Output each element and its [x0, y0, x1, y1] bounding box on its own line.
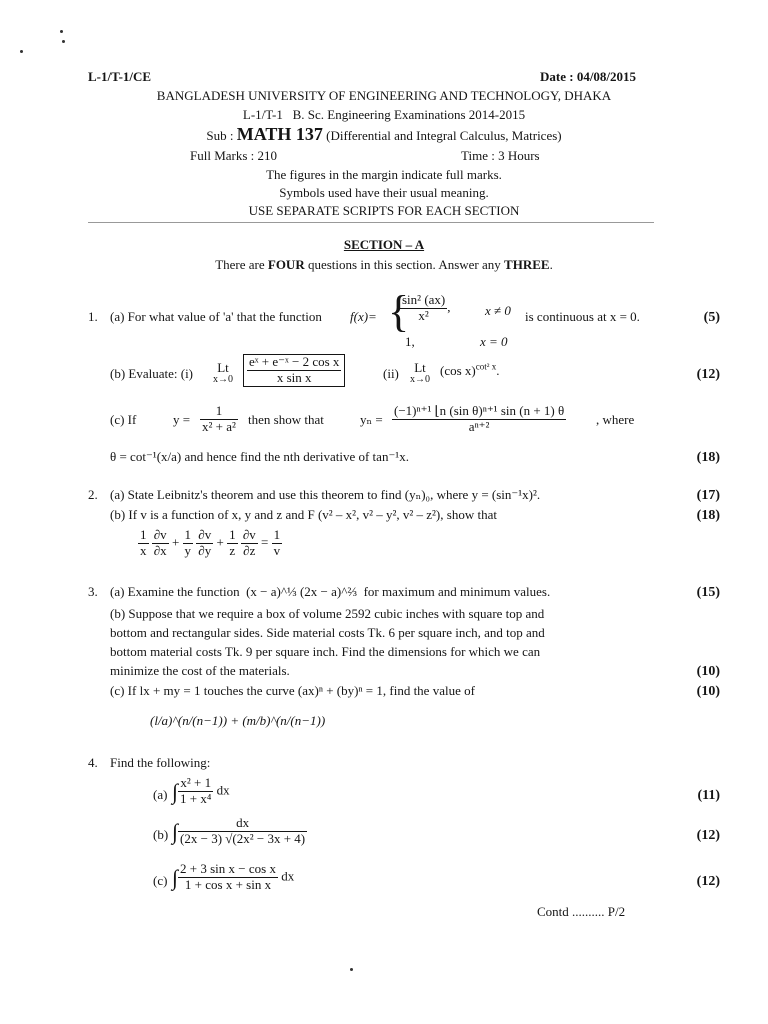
q2b-equation: [138, 528, 282, 559]
q3-number: 3.: [88, 584, 98, 599]
continued-note: Contd .......... P/2: [537, 904, 626, 919]
exam-level: L-1/T-1: [242, 107, 283, 122]
limit-label: Lt: [414, 360, 426, 375]
q4a-marks: (11): [697, 788, 720, 803]
q1b-ii-label: (ii): [383, 366, 399, 381]
university-name: BANGLADESH UNIVERSITY OF ENGINEERING AND TECHNOLOGY, DHAKA: [156, 88, 612, 103]
exponent: cot² x: [475, 361, 497, 372]
q3b-line3: bottom material costs Tk. 9 per square inch. Find the dimensions for which we can: [110, 644, 541, 659]
q3c-marks: (10): [696, 684, 720, 699]
q1-number: 1.: [88, 309, 98, 324]
q3c-text: (c) If lx + my = 1 touches the curve (ax)ⁿ + (by)ⁿ = 1, find the value of: [110, 683, 475, 698]
fraction-numerator: eˣ + e⁻ˣ − 2 cos x: [249, 354, 340, 369]
base-expression: (cos x): [440, 363, 476, 378]
q3a-expression: (x − a)^⅓ (2x − a)^⅔: [246, 584, 358, 599]
fraction-numerator: 2 + 3 sin x − cos x: [180, 861, 276, 876]
paper-code: L-1/T-1/CE: [88, 69, 152, 84]
q1c-y: y =: [173, 412, 191, 427]
q1a-case2: 1,: [405, 334, 415, 349]
q3b-marks: (10): [696, 664, 720, 679]
q1b-ii-expr: [440, 361, 500, 379]
scan-speck: [62, 40, 65, 43]
fraction-numerator: ∂v: [198, 527, 212, 542]
instr-text: .: [549, 257, 553, 272]
q1c-marks: (18): [696, 450, 720, 465]
q1b-text: (b) Evaluate: (i): [110, 366, 194, 381]
q3a-text: [110, 585, 550, 600]
q3b-line4: minimize the cost of the materials.: [110, 663, 290, 678]
q1c-if: (c) If: [110, 412, 137, 427]
q2a-text: (a) State Leibnitz's theorem and use this theorem to find (yₙ)₀, where y = (sin⁻¹x)².: [110, 487, 541, 502]
scan-speck: [60, 30, 63, 33]
header-divider: [88, 222, 654, 223]
instr-text: There are: [215, 257, 268, 272]
exam-date: Date : 04/08/2015: [540, 69, 637, 84]
instr-count: FOUR: [267, 257, 305, 272]
fraction-numerator: 1: [273, 527, 281, 542]
q2b-marks: (18): [696, 508, 720, 523]
q1a-brace: {: [388, 287, 410, 336]
full-marks: Full Marks : 210: [190, 148, 278, 163]
q1a-function: f(x)=: [350, 309, 377, 324]
q3b-line1: (b) Suppose that we require a box of volume 2592 cubic inches with square top and: [110, 606, 545, 621]
dx: dx: [281, 868, 295, 884]
fraction-denominator: x: [140, 542, 147, 558]
fraction-denominator: x² + a²: [202, 418, 236, 434]
fraction-numerator: ∂v: [242, 527, 256, 542]
q1a-case2-condition: x = 0: [480, 334, 508, 349]
q1b-limit: [213, 361, 233, 385]
dx: dx: [216, 782, 230, 798]
fraction-numerator: x² + 1: [178, 776, 213, 792]
q3b-line2: bottom and rectangular sides. Side material costs Tk. 6 per square inch, and top and: [110, 625, 545, 640]
integral-sign: ∫: [172, 864, 179, 890]
note-marks: The figures in the margin indicate full marks.: [266, 167, 502, 182]
fraction-denominator: x²: [418, 307, 429, 323]
fraction-numerator: sin² (ax): [402, 292, 446, 307]
fraction-numerator: 1: [184, 527, 192, 542]
fraction-denominator: v: [273, 542, 281, 558]
q4c-marks: (12): [696, 874, 720, 889]
q1c-where: , where: [596, 412, 635, 427]
limit-label: Lt: [217, 360, 229, 375]
fraction-denominator: aⁿ⁺²: [468, 418, 490, 434]
q1a-marks: (5): [703, 310, 720, 325]
q1b-ii-limit: [410, 361, 430, 385]
limit-subscript: x→0: [410, 373, 430, 385]
equals-sign: =: [261, 534, 269, 550]
scan-speck: [20, 50, 23, 53]
q4-intro: Find the following:: [110, 755, 211, 770]
q1a-tail: is continuous at x = 0.: [525, 309, 640, 324]
q3a-marks: (15): [696, 585, 720, 600]
fraction-numerator: 1: [140, 527, 147, 542]
integral-sign: ∫: [172, 778, 179, 804]
q4c-label: (c): [153, 873, 168, 888]
q1c-then: then show that: [248, 412, 324, 427]
q1a-text: (a) For what value of 'a' that the function: [110, 309, 322, 324]
q4b-integral: [172, 816, 307, 847]
scan-speck: [350, 968, 353, 971]
q1c-yn: yₙ =: [360, 412, 383, 427]
course-title: (Differential and Integral Calculus, Matrices): [326, 128, 562, 143]
exam-line: [0, 107, 768, 123]
fraction-denominator: ∂x: [153, 542, 167, 558]
exam-name: B. Sc. Engineering Examinations 2014-2015: [292, 107, 526, 122]
fraction-denominator: x sin x: [276, 369, 312, 385]
q4c-integral: [172, 862, 294, 893]
q4a-label: (a): [153, 787, 168, 802]
plus-sign: +: [216, 534, 224, 550]
fraction-numerator: (−1)ⁿ⁺¹ ⌊n (sin θ)ⁿ⁺¹ sin (n + 1) θ: [394, 403, 565, 418]
q2-number: 2.: [88, 487, 98, 502]
fraction-denominator: ∂y: [198, 542, 212, 558]
q1b-marks: (12): [696, 367, 720, 382]
fraction-numerator: dx: [178, 816, 307, 832]
q1b-bracket: [243, 354, 345, 387]
q1c-fraction: [200, 404, 238, 435]
fraction-denominator: ∂z: [243, 542, 256, 558]
plus-sign: +: [171, 534, 180, 550]
fraction-denominator: y: [184, 542, 192, 558]
fraction-numerator: 1: [200, 404, 238, 420]
subject-prefix: Sub :: [206, 128, 234, 143]
fraction-denominator: 1 + x⁴: [180, 790, 212, 806]
q1a-fraction: [400, 293, 447, 324]
q1a-case1-condition: x ≠ 0: [485, 303, 511, 318]
fraction-denominator: (2x − 3) √(2x² − 3x + 4): [180, 830, 306, 846]
period: .: [496, 363, 500, 378]
integral-sign: ∫: [172, 818, 179, 844]
subject-line: [0, 124, 768, 145]
q1a-case1: $\frac{\text{sin² (ax)}}{\text{x²}}$ ,: [402, 292, 451, 323]
q4b-label: (b): [153, 827, 169, 842]
note-symbols: Symbols used have their usual meaning.: [279, 185, 489, 200]
q4a-integral: [172, 776, 230, 807]
q2b-text: (b) If v is a function of x, y and z and F (v² – x², v² – y², v² – z²), show that: [110, 507, 497, 522]
fraction-denominator: 1 + cos x + sin x: [184, 876, 272, 892]
q3c-expression: (l/a)^(n/(n−1)) + (m/b)^(n/(n−1)): [150, 713, 326, 728]
fraction-numerator: 1: [229, 527, 236, 542]
exam-time: Time : 3 Hours: [461, 148, 540, 163]
q1c-rhs: [392, 404, 566, 435]
instr-answer: THREE: [504, 257, 550, 272]
fraction-denominator: z: [229, 542, 236, 558]
section-title: SECTION – A: [343, 237, 425, 252]
note-scripts: USE SEPARATE SCRIPTS FOR EACH SECTION: [248, 203, 520, 218]
instr-text: questions in this section. Answer any: [304, 257, 505, 272]
q4b-marks: (12): [696, 828, 720, 843]
fraction-numerator: ∂v: [153, 527, 167, 542]
q4-number: 4.: [88, 755, 98, 770]
limit-subscript: x→0: [213, 373, 233, 385]
q2a-marks: (17): [696, 488, 720, 503]
q3a-suffix: for maximum and minimum values.: [363, 584, 551, 599]
q3a-prefix: (a) Examine the function: [110, 584, 240, 599]
course-code: MATH 137: [236, 124, 323, 144]
section-instructions: [0, 257, 768, 273]
q1c-line2: θ = cot⁻¹(x/a) and hence find the nth derivative of tan⁻¹x.: [110, 449, 409, 464]
